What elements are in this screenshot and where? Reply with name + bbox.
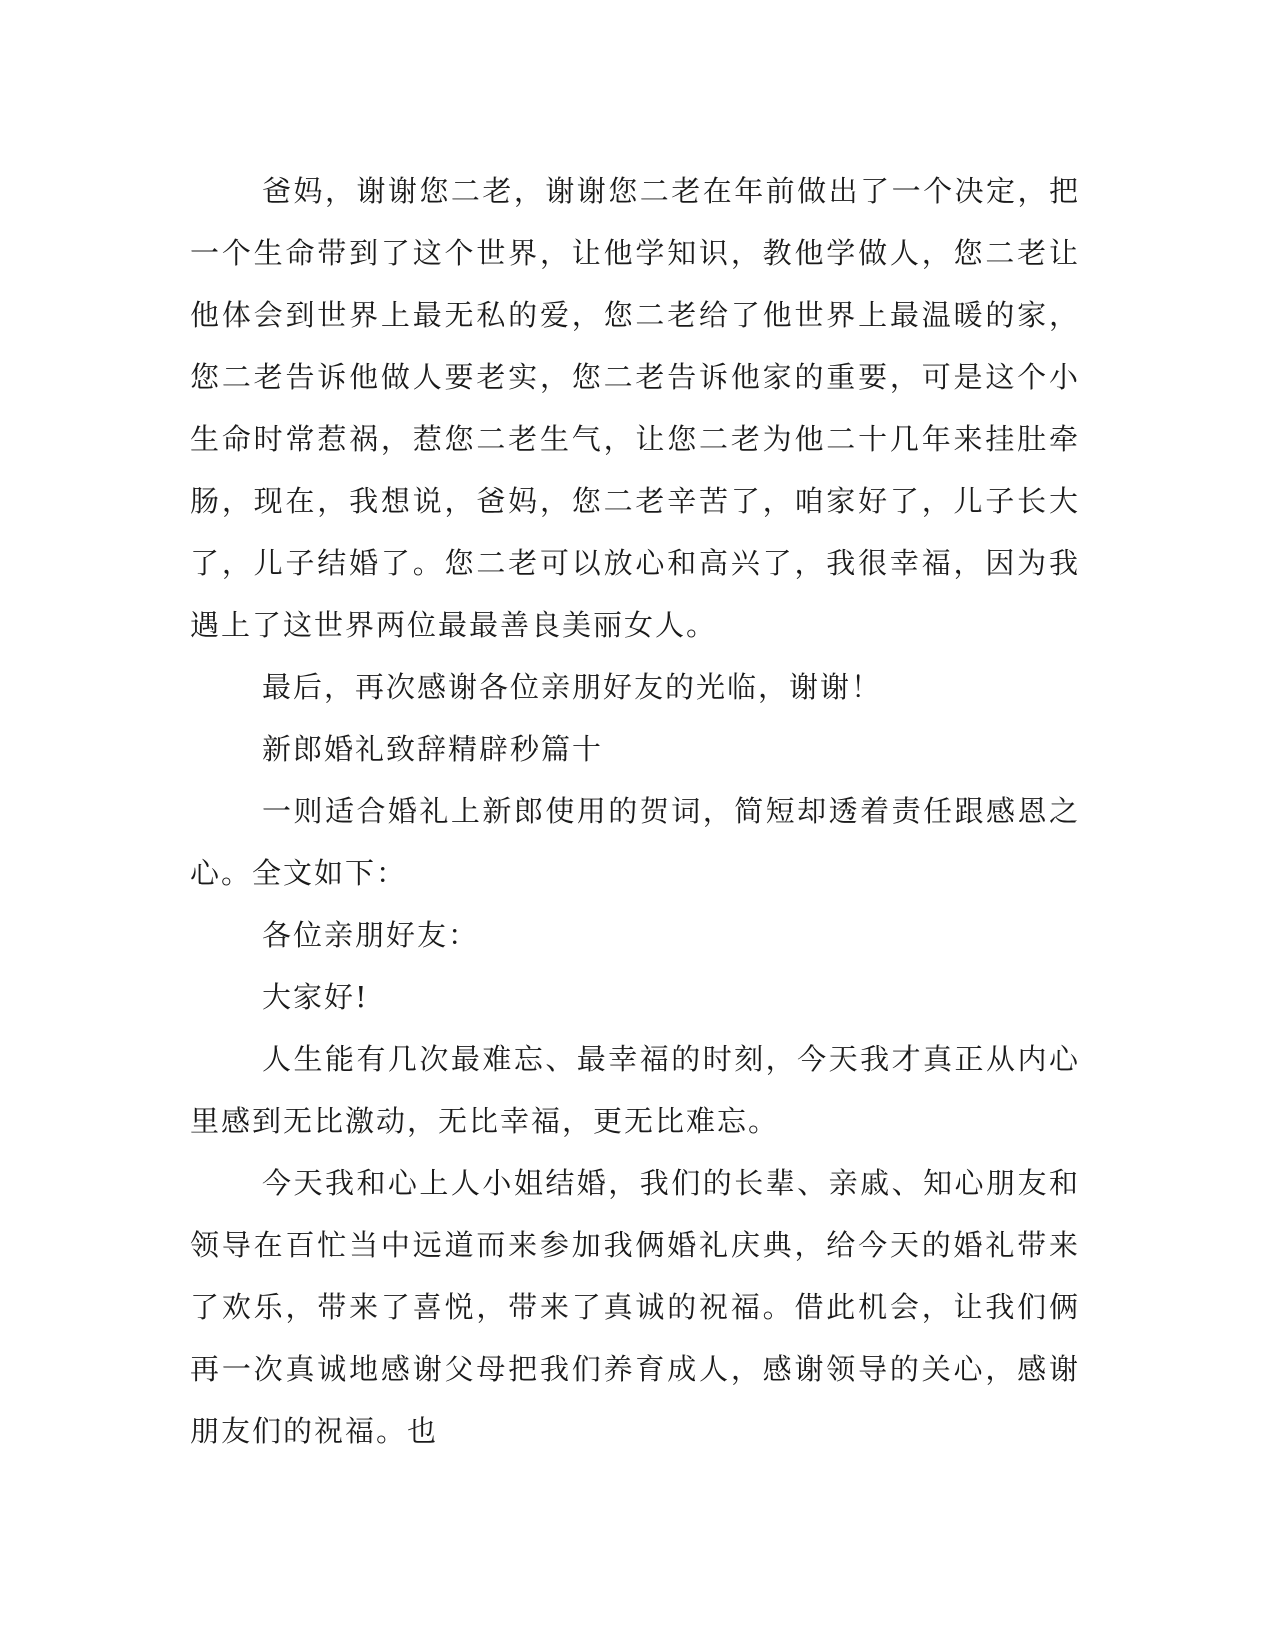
paragraph-intro: 一则适合婚礼上新郎使用的贺词，简短却透着责任跟感恩之心。全文如下： — [190, 794, 1080, 890]
paragraph-salutation: 各位亲朋好友： — [262, 918, 480, 952]
paragraph-parents-thanks: 爸妈，谢谢您二老，谢谢您二老在年前做出了一个决定，把一个生命带到了这个世界，让他学知识，教他学做人，您二老让他体会到世界上最无私的爱，您二老给了他世界上最温暖的家，您二老告诉他做人要老实，您二老告诉他家的重要，可是这个小生命时常惹祸，惹您二老生气，让您二老为他二十几年来挂肚牵肠，现在，我想说，爸妈，您二老辛苦了，咱家好了，儿子长大了，儿子结婚了。您二老可以放心和高兴了，我很幸福，因为我遇上了这世界两位最最善良美丽女人。 — [190, 174, 1080, 642]
paragraph-closing-thanks: 最后，再次感谢各位亲朋好友的光临，谢谢！ — [262, 670, 883, 704]
document-body — [190, 160, 1080, 1462]
paragraph-greeting: 大家好! — [262, 980, 369, 1014]
paragraph-wedding-thanks: 今天我和心上人小姐结婚，我们的长辈、亲戚、知心朋友和领导在百忙当中远道而来参加我俩婚礼庆典，给今天的婚礼带来了欢乐，带来了喜悦，带来了真诚的祝福。借此机会，让我们俩再一次真诚地感谢父母把我们养育成人，感谢领导的关心，感谢朋友们的祝福。也 — [190, 1166, 1080, 1448]
paragraph-memorable-moment: 人生能有几次最难忘、最幸福的时刻，今天我才真正从内心里感到无比激动，无比幸福，更无比难忘。 — [190, 1042, 1080, 1138]
section-heading: 新郎婚礼致辞精辟秒篇十 — [262, 732, 604, 766]
